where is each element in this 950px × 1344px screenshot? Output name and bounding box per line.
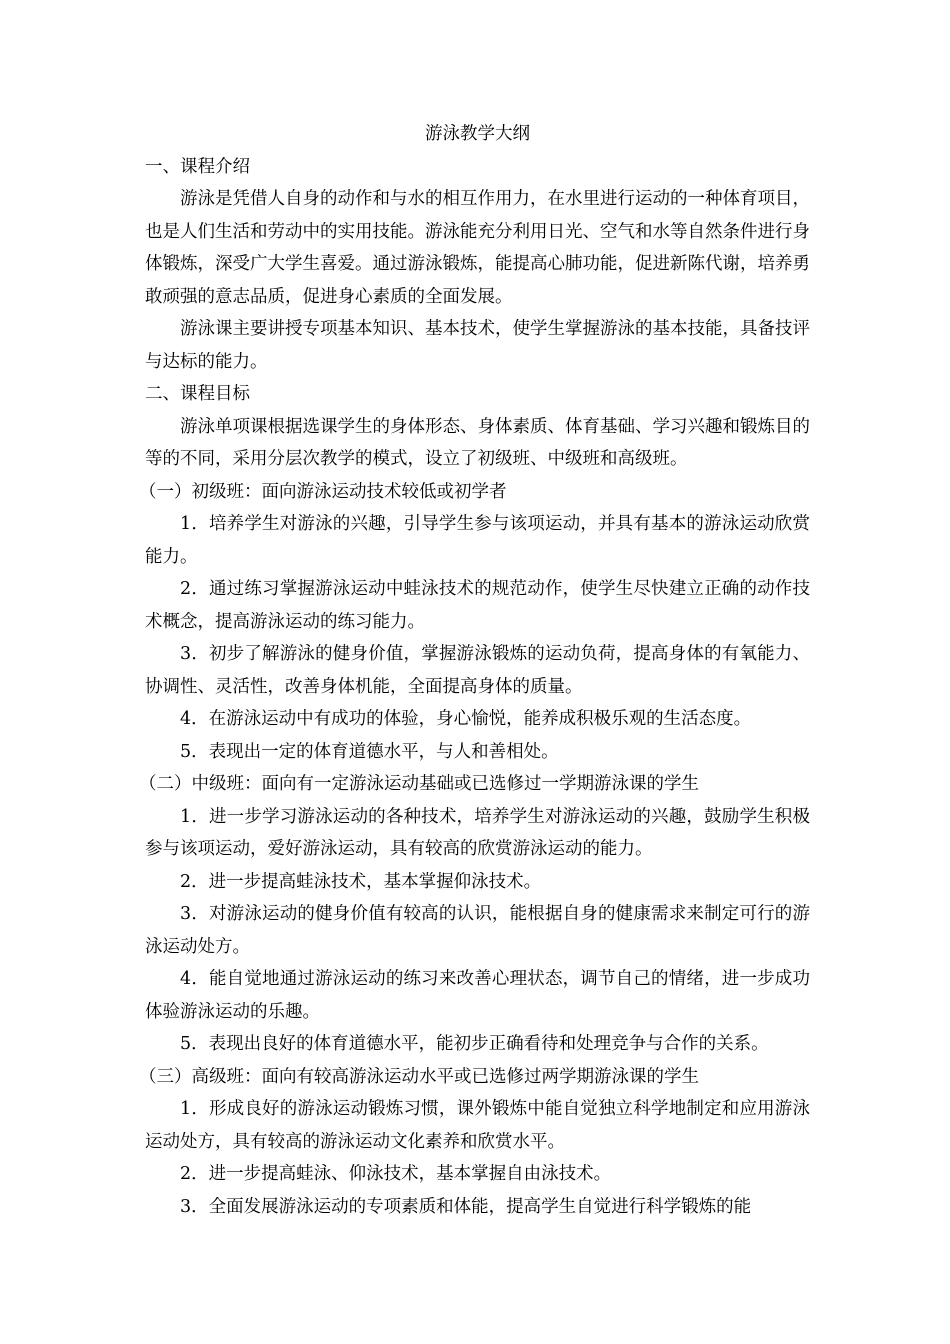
section-heading-intro: 一、课程介绍 bbox=[145, 156, 250, 177]
paragraph: 游泳是凭借人自身的动作和与水的相互作用力，在水里进行运动的一种体育项目，也是人们生活和劳动中的实用技能。游泳能充分利用日光、空气和水等自然条件进行身体锻炼，深受广大学生喜爱。通过游泳锻炼，能提高心肺功能，促进新陈代谢，培养勇敢顽强的意志品质，促进身心素质的全面发展。 bbox=[145, 189, 810, 307]
subsection-heading-beginner: （一）初级班：面向游泳运动技术较低或初学者 bbox=[139, 481, 507, 502]
list-item: 1．培养学生对游泳的兴趣，引导学生参与该项运动，并具有基本的游泳运动欣赏能力。 bbox=[145, 514, 810, 567]
paragraph: 游泳单项课根据选课学生的身体形态、身体素质、体育基础、学习兴趣和锻炼目的等的不同，采用分层次教学的模式，设立了初级班、中级班和高级班。 bbox=[145, 416, 810, 469]
list-item: 3．初步了解游泳的健身价值，掌握游泳锻炼的运动负荷，提高身体的有氧能力、协调性、灵活性，改善身体机能，全面提高身体的质量。 bbox=[145, 644, 810, 697]
list-item: 4．在游泳运动中有成功的体验，身心愉悦，能养成积极乐观的生活态度。 bbox=[180, 709, 752, 729]
list-item: 2．进一步提高蛙泳、仰泳技术，基本掌握自由泳技术。 bbox=[180, 1164, 612, 1184]
list-item: 4．能自觉地通过游泳运动的练习来改善心理状态，调节自己的情绪，进一步成功体验游泳运动的乐趣。 bbox=[145, 969, 810, 1022]
list-item: 2．通过练习掌握游泳运动中蛙泳技术的规范动作，使学生尽快建立正确的动作技术概念，提高游泳运动的练习能力。 bbox=[145, 579, 810, 632]
document-title: 游泳教学大纲 bbox=[425, 124, 530, 144]
section-heading-goals: 二、课程目标 bbox=[145, 384, 250, 404]
list-item: 3．全面发展游泳运动的专项素质和体能，提高学生自觉进行科学锻炼的能 bbox=[180, 1196, 752, 1217]
list-item: 3．对游泳运动的健身价值有较高的认识，能根据自身的健康需求来制定可行的游泳运动处方。 bbox=[145, 904, 810, 957]
list-item: 1．形成良好的游泳运动锻炼习惯，课外锻炼中能自觉独立科学地制定和应用游泳运动处方，具有较高的游泳运动文化素养和欣赏水平。 bbox=[145, 1099, 810, 1152]
subsection-heading-intermediate: （二）中级班：面向有一定游泳运动基础或已选修过一学期游泳课的学生 bbox=[139, 774, 699, 794]
paragraph: 游泳课主要讲授专项基本知识、基本技术，使学生掌握游泳的基本技能，具备技评与达标的能力。 bbox=[145, 319, 810, 372]
list-item: 5．表现出一定的体育道德水平，与人和善相处。 bbox=[180, 741, 559, 762]
list-item: 1．进一步学习游泳运动的各种技术，培养学生对游泳运动的兴趣，鼓励学生积极参与该项运动，爱好游泳运动，具有较高的欣赏游泳运动的能力。 bbox=[145, 806, 810, 859]
list-item: 2．进一步提高蛙泳技术，基本掌握仰泳技术。 bbox=[180, 871, 542, 892]
subsection-heading-advanced: （三）高级班：面向有较高游泳运动水平或已选修过两学期游泳课的学生 bbox=[139, 1066, 699, 1087]
list-item: 5．表现出良好的体育道德水平，能初步正确看待和处理竞争与合作的关系。 bbox=[180, 1034, 769, 1054]
document-body bbox=[139, 118, 810, 1223]
